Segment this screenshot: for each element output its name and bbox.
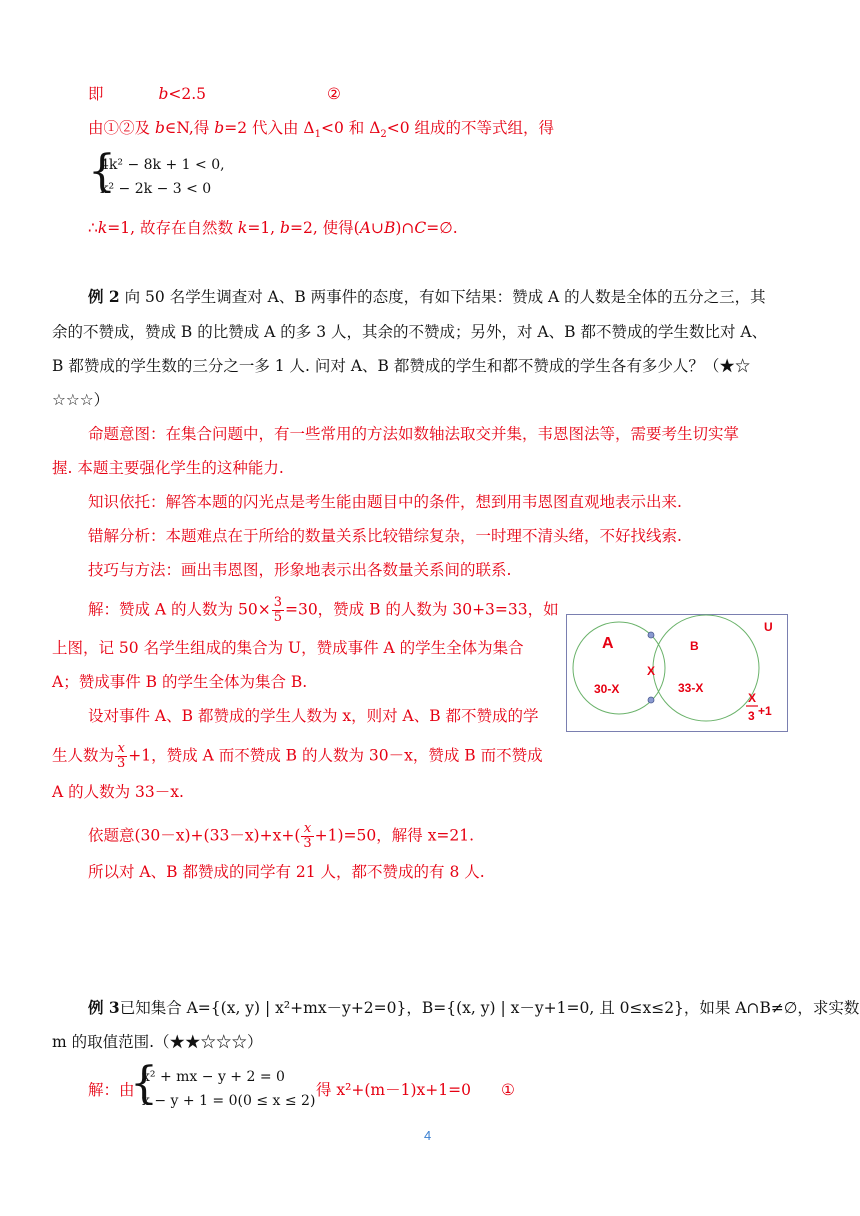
ex3-system-row-1: x² + mx − y + 2 = 0 xyxy=(142,1069,285,1085)
ex2-solution-line-4: 设对事件 A、B 都赞成的学生人数为 x，则对 A、B 都不赞成的学 xyxy=(88,707,539,725)
line-b-bound: 即 b<2.5 ② xyxy=(88,85,341,103)
ex2-intent-line-1: 命题意图：在集合问题中，有一些常用的方法如数轴法取交并集，韦恩图法等，需要考生切实掌 xyxy=(88,425,740,443)
ex3-solution-result: 得 x²+(m－1)x+1=0 ① xyxy=(316,1081,515,1099)
ex2-error-analysis: 错解分析：本题难点在于所给的数量关系比较错综复杂，一时理不清头绪，不好找线索. xyxy=(88,527,682,545)
ex3-label: 例 3 xyxy=(88,998,120,1017)
line-conclusion: ∴k=1, 故存在自然数 k=1, b=2, 使得(A∪B)∩C=∅. xyxy=(88,219,458,237)
circled-1-mark: ① xyxy=(500,1081,515,1099)
ex2-solution-line-5: 生人数为 $\frac{x}{3}$ +1，赞成 A 而不赞成 B 的人数为 30－x，赞成 B 而不赞成 xyxy=(52,741,543,771)
set-b-label: B xyxy=(690,639,699,653)
set-a-label: A xyxy=(602,635,614,652)
ex2-knowledge: 知识依托：解答本题的闪光点是考生能由题目中的条件，想到用韦恩图直观地表示出来. xyxy=(88,493,682,511)
ex2-solution-line-3: A；赞成事件 B 的学生全体为集合 B. xyxy=(52,673,308,691)
page-number: 4 xyxy=(424,1128,432,1143)
ex3-question-line-2: m 的取值范围.（★★☆☆☆） xyxy=(52,1033,263,1051)
ex2-intent-line-2: 握. 本题主要强化学生的这种能力. xyxy=(52,459,284,477)
outside-denominator: 3 xyxy=(748,709,755,723)
a-only-label: 30-X xyxy=(594,682,620,696)
ex2-solution-line-7: 依题意(30－x)+(33－x)+x+( $\frac{x}{3}$ +1)=50，解得 x=21. xyxy=(88,821,475,851)
ex2-question-line-3: B 都赞成的学生数的三分之一多 1 人. 问对 A、B 都赞成的学生和都不赞成的学生各有多少人？（★☆ xyxy=(52,357,751,375)
system-row-2: k² − 2k − 3 < 0 xyxy=(100,181,212,197)
outside-tail: +1 xyxy=(758,704,772,718)
fraction-3-over-5: $\frac{3}{5}$ xyxy=(273,595,282,625)
ex2-question-line-4: ☆☆☆） xyxy=(52,391,110,409)
system-row-1: 4k² − 8k + 1 < 0, xyxy=(100,157,225,173)
outside-numerator: X xyxy=(748,691,757,705)
ex2-solution-line-2: 上图，记 50 名学生组成的集合为 U，赞成事件 A 的学生全体为集合 xyxy=(52,639,524,657)
ex3-solution-intro: 解：由 xyxy=(88,1081,135,1099)
venn-diagram xyxy=(566,614,788,732)
ex3-system-row-2: x − y + 1 = 0(0 ≤ x ≤ 2) xyxy=(142,1093,316,1109)
circled-2-mark: ② xyxy=(326,85,341,103)
ex3-question-line-1: 例 3已知集合 A={(x, y) | x²+mx－y+2=0}，B={(x, y) | x－y+1=0, 且 0≤x≤2}，如果 A∩B≠∅，求实数 xyxy=(88,998,860,1017)
fraction-x-over-3-b: $\frac{x}{3}$ xyxy=(303,821,312,851)
ex2-solution-line-8: 所以对 A、B 都赞成的同学有 21 人，都不赞成的有 8 人. xyxy=(88,863,485,881)
ex2-question-line-1: 例 2 向 50 名学生调查对 A、B 两事件的态度，有如下结果：赞成 A 的人数是全体的五分之三，其 xyxy=(88,287,766,306)
universe-label: U xyxy=(764,620,773,634)
intersection-label: X xyxy=(647,664,656,678)
ex2-label: 例 2 xyxy=(88,287,120,306)
ex3-equation-system: { x² + mx − y + 2 = 0 x − y + 1 = 0(0 ≤ x ≤ 2) xyxy=(130,1058,316,1109)
venn-svg xyxy=(566,614,788,732)
inequality-system: { 4k² − 8k + 1 < 0, k² − 2k − 3 < 0 xyxy=(88,146,225,197)
intersection-point-bottom xyxy=(648,697,654,703)
ex2-solution-line-1: 解：赞成 A 的人数为 50× $\frac{3}{5}$ =30，赞成 B 的人数为 30+3=33，如 xyxy=(88,595,559,625)
line-substitute: 由①②及 b∈N,得 b=2 代入由 $\Delta_1<0$ 和 $\Delta_2<0$ 组成的不等式组，得 xyxy=(88,119,555,141)
b-only-label: 33-X xyxy=(678,681,704,695)
ex2-question-line-2: 余的不赞成，赞成 B 的比赞成 A 的多 3 人，其余的不赞成；另外，对 A、B 都不赞成的学生数比对 A、 xyxy=(52,323,768,341)
fraction-x-over-3: $\frac{x}{3}$ xyxy=(117,741,126,771)
ex2-skill: 技巧与方法：画出韦恩图，形象地表示出各数量关系间的联系. xyxy=(88,561,512,579)
ex2-solution-line-6: A 的人数为 33－x. xyxy=(52,783,184,801)
intersection-point-top xyxy=(648,632,654,638)
